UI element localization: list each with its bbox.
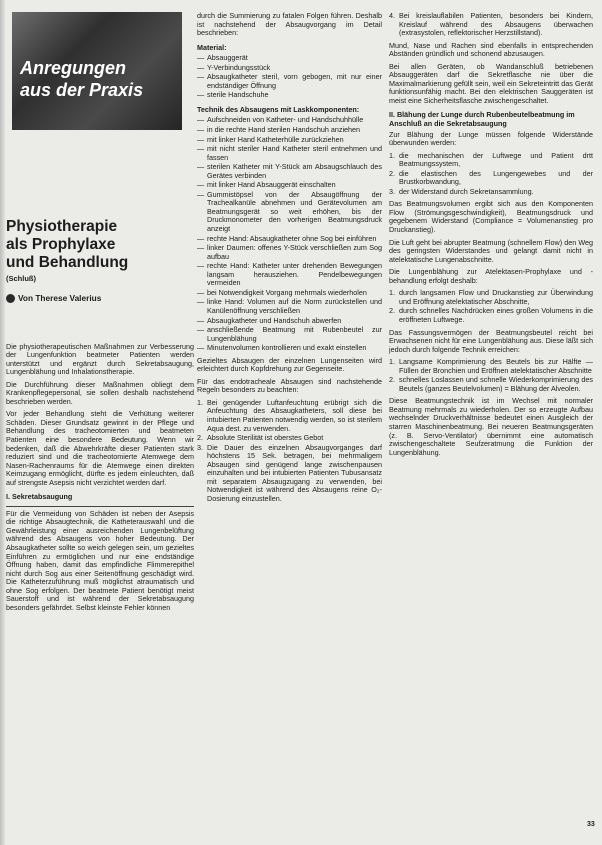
paragraph: Für das endotracheale Absaugen sind nachstehende Regeln besonders zu beachten: bbox=[197, 376, 382, 395]
list-item: — Absauggerät bbox=[197, 53, 248, 63]
resistance-list bbox=[389, 152, 593, 197]
rules-list bbox=[197, 399, 382, 504]
paragraph: Die Luft geht bei abrupter Beatmung (schnellem Flow) den Weg des geringsten Widerstandes und gelangt damit nicht in atelektatische Lungenabschnitte. bbox=[389, 237, 593, 264]
list-item: 1. die mechanischen der Luftwege und Patient drtt Beatmungssystem, bbox=[389, 150, 593, 169]
paragraph: Diese Beatmungstechnik ist im Wechsel mit normaler Beatmung mehrmals zu wiederholen. Der so erzeugte Aufbau wechselnder Druckverhältnisse bedeutet einen Ausgleich der starren Maschinenbeatmung. Bei neueren Beatmungsgeräten (z. B. Servo-Ventilator) übernimmt eine automatisch zwischengeschaltete Seufzeratmung die Funktion der Lungenblähung. bbox=[389, 396, 593, 457]
list-item: — sterile Handschuhe bbox=[197, 90, 269, 100]
list-item: 2. schnelles Loslassen und schnelle Wiederkomprimierung des Beutels (ganzes Beutelvolumen) = Blähung der Alveolen. bbox=[389, 375, 593, 393]
list-item: 2. Absolute Sterilität ist oberstes Gebot bbox=[197, 433, 324, 443]
paragraph: Die Durchführung dieser Maßnahmen obliegt dem Krankenpflegepersonal, sie sollen deshalb nachstehend beschrieben werden. bbox=[6, 379, 194, 406]
title-line: als Prophylaxe bbox=[6, 236, 116, 253]
title-line: und Behandlung bbox=[6, 254, 129, 271]
list-item: — Minutenvolumen kontrollieren und exakt einstellen bbox=[197, 343, 367, 353]
section-banner bbox=[12, 12, 182, 130]
list-item: — linke Hand: Volumen auf die Norm zurückstellen und Kanülenöffnung verschließen bbox=[197, 297, 382, 315]
list-item: 1. durch langsamen Flow und Druckanstieg zur Überwindung und Eröffnung atelektatischer Abschnitte, bbox=[389, 288, 593, 306]
list-item: 3. der Widerstand durch Sekretansammlung. bbox=[389, 186, 534, 196]
paragraph: Das Beatmungsvolumen ergibt sich aus den Komponenten Flow (Strömungsgeschwindigkeit), Beatmungsdruck und gegebenem Widerstand (Compliance = Volumenanstieg pro Druckanstieg). bbox=[389, 199, 593, 235]
list-item: 2. die elastischen des Lungengewebes und der Brustkorbwandung, bbox=[389, 168, 593, 187]
list-item: — Aufschneiden von Katheter- und Handschuhhülle bbox=[197, 115, 364, 125]
paragraph: Die physiotherapeutischen Maßnahmen zur Verbesserung der Lungenfunktion beatmeter Patienten werden unterstützt und ergänzt durch Sekretabsaugung, Lungenblähung und Inhalationstherapie. bbox=[6, 341, 194, 377]
column-2 bbox=[197, 12, 382, 507]
list-item: 2. durch schnelles Nachdrücken eines großen Volumens in die eröffneten Luftwege. bbox=[389, 306, 593, 324]
author-name: Von Therese Valerius bbox=[18, 292, 102, 303]
title-line: Physiotherapie bbox=[6, 218, 118, 235]
list-item: — sterilen Katheter mit Y-Stück am Absaugschlauch des Gerätes verbinden bbox=[197, 162, 382, 180]
list-item: 4. Bei kreislauflabilen Patienten, besonders bei Kindern, Kreislauf während des Absaugens überwachen (extrasystolen, reflektorischer Herzstillstand). bbox=[389, 11, 593, 38]
list-item: — Gummistöpsel von der Absaugöffnung der Trachealkanüle abnehmen und Gerätevolumen am Beatmungsgerät so weit erhöhen, bis der Druckmonometer den vorherigen Beatmungsdruck anzeigt bbox=[197, 189, 382, 234]
banner-line-2: aus der Praxis bbox=[20, 80, 144, 100]
paragraph: Mund, Nase und Rachen sind ebenfalls in entsprechenden Abständen gründlich und schonend abzusaugen. bbox=[389, 40, 593, 59]
article-title bbox=[6, 218, 194, 272]
list-item: — anschließende Beatmung mit Rubenbeutel zur Lungenblähung bbox=[197, 325, 382, 343]
list-item: — Absaugkatheter steril, vorn gebogen, mit nur einer endständiger Öffnung bbox=[197, 72, 382, 90]
material-list bbox=[197, 54, 382, 100]
list-item: 1. Langsame Komprimierung des Beutels bis zur Hälfte — Füllen der Bronchien und Eröffnen atelektatischer Abschnitte bbox=[389, 357, 593, 375]
subheading: Material: bbox=[197, 42, 227, 52]
inflation-steps-list bbox=[389, 289, 593, 324]
paragraph: Vor jeder Behandlung steht die Verhütung weiterer Schäden. Dieser Grundsatz gewinnt in der Pflege und Behandlung des tracheotomierten und beatmeten Patienten eine besondere Bedeutung. Wenn wir bedenken, daß die Abwehrkräfte dieser Patienten stark reduziert sind und die tracheotomierte Atemwege dem Nasen-Rachenraums für die Atemwege einen direkten Keimzugang ermöglicht, dürfte es jedem einleuchten, daß auf strengste Asepsis nicht verzichtet werden darf. bbox=[6, 409, 194, 487]
subheading: Technik des Absaugens mit Laskkomponenten: bbox=[197, 104, 360, 114]
list-item: — in die rechte Hand sterilen Handschuh anziehen bbox=[197, 125, 361, 135]
article-subtitle: (Schluß) bbox=[6, 274, 36, 283]
list-item: — linker Daumen: offenes Y-Stück verschließen zum Sog aufbau bbox=[197, 243, 382, 261]
section-heading: I. Sekretabsaugung bbox=[6, 492, 73, 502]
list-item: — mit linker Hand Katheterhülle zurückziehen bbox=[197, 134, 344, 144]
list-item: — Y-Verbindungsstück bbox=[197, 62, 271, 72]
banner-line-1: Anregungen bbox=[20, 58, 126, 78]
technique-steps-list bbox=[389, 358, 593, 393]
list-item: — rechte Hand: Katheter unter drehenden Bewegungen langsam herausziehen. Pendelbewegungen vermeiden bbox=[197, 261, 382, 288]
list-item: 1. Bei genügender Luftanfeuchtung erübrigt sich die Anfeuchtung des Absaugkatheters, soll diese bei intubierten Patienten notwendig werden, so ist sterilem Aqua dest. zu verwenden. bbox=[197, 397, 382, 433]
paragraph: durch die Summierung zu fatalen Folgen führen. Deshalb ist nachstehend der Absaugvorgang im Detail beschrieben: bbox=[197, 11, 382, 38]
paragraph: Gezieltes Absaugen der einzelnen Lungenseiten wird erleichtert durch Kopfdrehung zur Gegenseite. bbox=[197, 355, 382, 374]
list-item: — bei Notwendigkeit Vorgang mehrmals wiederholen bbox=[197, 287, 367, 297]
page-number: 33 bbox=[587, 821, 595, 828]
list-item: — rechte Hand: Absaugkatheter ohne Sog bei einführen bbox=[197, 233, 377, 243]
technique-list bbox=[197, 116, 382, 352]
column-1 bbox=[6, 12, 194, 616]
spacer bbox=[6, 303, 194, 343]
paragraph: Das Fassungsvermögen der Beatmungsbeutel reicht bei Erwachsenen nicht für eine Lungenblähung aus. Diese läßt sich jedoch durch folgende Technik erreichen: bbox=[389, 327, 593, 354]
list-item: — mit linker Hand Absauggerät einschalten bbox=[197, 180, 336, 190]
rules-list-continued bbox=[389, 12, 593, 38]
byline bbox=[6, 294, 194, 303]
list-item: — mit nicht steriler Hand Katheter steril entnehmen und fassen bbox=[197, 144, 382, 162]
paragraph: Bei allen Geräten, ob Wandanschluß betriebenen Absauggeräten darf die Sekretflasche nie über die Maximalmarkierung gefüllt sein, weil ein Sekreteintritt das Gerät funktionsunfähig macht. Bei den elektrischen Sauggeräten ist meist eine Sicherheitsflasche zwischengeschaltet. bbox=[389, 61, 593, 105]
column-3 bbox=[389, 12, 593, 461]
paragraph: Zur Blähung der Lunge müssen folgende Widerstände überwunden werden: bbox=[389, 129, 593, 148]
paragraph: Für die Vermeidung von Schäden ist neben der Asepsis die richtige Absaugtechnik, die Katheterauswahl und die Gewährleistung einer ausreichenden Lungenbelüftung während des Absaugens von hoher Bedeutung. Der Absaugkatheter sollte so weich gelegen sein, um gezieltes Einführen zu ermöglichen und nur eine endständige Öffnung haben, damit das empfindliche Flimmerepithel nicht durch Sog aus einer Seitenöffnung geschädigt wird. Die Katheterzuführung muß möglichst atraumatisch und ohne Sog erfolgen. Der beatmete Patient benötigt meist Sauerstoff und ist während der Sekretabsaugung besonders gefährdet. Selbst kleinste Fehler können bbox=[6, 508, 194, 612]
paragraph: Die Lungenblähung zur Atelektasen-Prophylaxe und -behandlung erfolgt deshalb: bbox=[389, 267, 593, 285]
author-dot-icon bbox=[6, 294, 15, 303]
list-item: 3. Die Dauer des einzelnen Absaugvorganges darf höchstens 15 Sek. betragen, bei mehrmaligem Absaugen sind genügend lange zwischenpausen einzuhalten und bei intubierten Patienten Tubusansatz mit separatem Absaugzugang zu verwenden, bei Notwendigkeit ist während des Absaugens reine O₂-Dosierung einzustellen. bbox=[197, 442, 382, 503]
list-item: — Absaugkatheter und Handschuh abwerfen bbox=[197, 315, 342, 325]
section-heading: II. Blähung der Lunge durch Rubenbeutelbeatmung im Anschluß an die Sekretabsaugung bbox=[389, 110, 575, 129]
divider bbox=[6, 506, 194, 507]
